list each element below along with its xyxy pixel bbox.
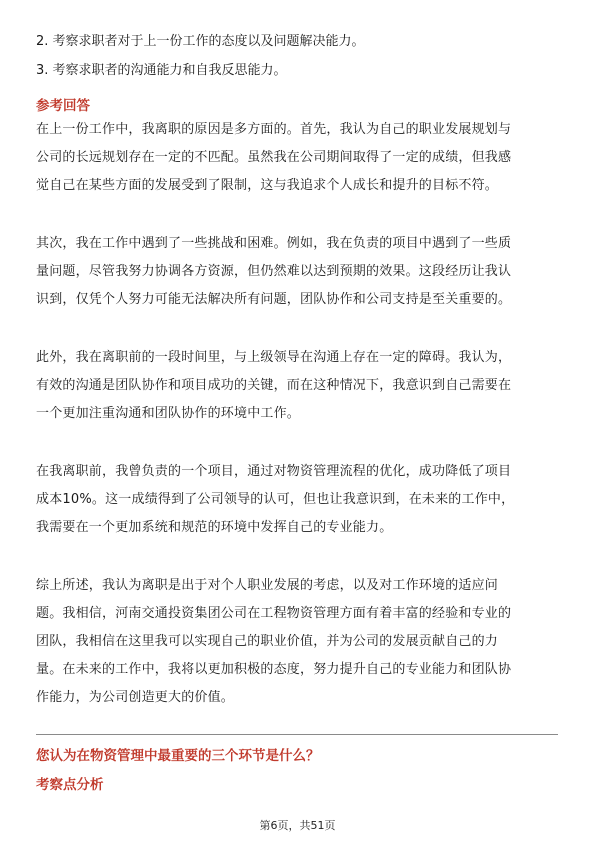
- answer-paragraph-2: [36, 230, 558, 314]
- paragraph-line: 团队，我相信在这里我可以实现自己的职业价值，并为公司的发展贡献自己的力: [36, 634, 499, 649]
- paragraph-line: 量问题，尽管我努力协调各方资源，但仍然难以达到预期的效果。这段经历让我认: [36, 264, 512, 279]
- assessment-point-3: 3. 考察求职者的沟通能力和自我反思能力。: [36, 63, 287, 78]
- paragraph-line: 公司的长远规划存在一定的不匹配。虽然我在公司期间取得了一定的成绩，但我感: [36, 150, 512, 165]
- paragraph-line: 一个更加注重沟通和团队协作的环境中工作。: [36, 406, 301, 421]
- paragraph-line: 在上一份工作中，我离职的原因是多方面的。首先，我认为自己的职业发展规划与: [36, 122, 512, 137]
- paragraph-line: 题。我相信，河南交通投资集团公司在工程物资管理方面有着丰富的经验和专业的: [36, 606, 512, 621]
- answer-paragraph-5: [36, 572, 558, 712]
- paragraph-line: 我需要在一个更加系统和规范的环境中发挥自己的专业能力。: [36, 520, 393, 535]
- paragraph-line: 综上所述，我认为离职是出于对个人职业发展的考虑，以及对工作环境的适应问: [36, 578, 499, 593]
- paragraph-line: 作能力，为公司创造更大的价值。: [36, 690, 235, 705]
- paragraph-line: 觉自己在某些方面的发展受到了限制，这与我追求个人成长和提升的目标不符。: [36, 178, 499, 193]
- paragraph-line: 识到，仅凭个人努力可能无法解决所有问题，团队协作和公司支持是至关重要的。: [36, 292, 512, 307]
- paragraph-line: 在我离职前，我曾负责的一个项目，通过对物资管理流程的优化，成功降低了项目: [36, 464, 512, 479]
- paragraph-line: 成本10%。这一成绩得到了公司领导的认可，但也让我意识到，在未来的工作中，: [36, 492, 515, 507]
- answer-paragraph-4: [36, 458, 558, 542]
- answer-heading: 参考回答: [36, 98, 90, 114]
- analysis-heading: 考察点分析: [36, 777, 104, 793]
- paragraph-line: 此外，我在离职前的一段时间里，与上级领导在沟通上存在一定的障碍。我认为，: [36, 350, 512, 365]
- section-divider: [36, 734, 558, 735]
- next-question-heading: 您认为在物资管理中最重要的三个环节是什么？: [36, 748, 320, 764]
- answer-paragraph-1: [36, 116, 558, 200]
- answer-paragraph-3: [36, 344, 558, 428]
- paragraph-line: 量。在未来的工作中，我将以更加积极的态度，努力提升自己的专业能力和团队协: [36, 662, 512, 677]
- paragraph-line: 有效的沟通是团队协作和项目成功的关键，而在这种情况下，我意识到自己需要在: [36, 378, 512, 393]
- page-footer: 第6页，共51页: [259, 819, 336, 832]
- paragraph-line: 其次，我在工作中遇到了一些挑战和困难。例如，我在负责的项目中遇到了一些质: [36, 236, 512, 251]
- assessment-point-2: 2. 考察求职者对于上一份工作的态度以及问题解决能力。: [36, 34, 365, 49]
